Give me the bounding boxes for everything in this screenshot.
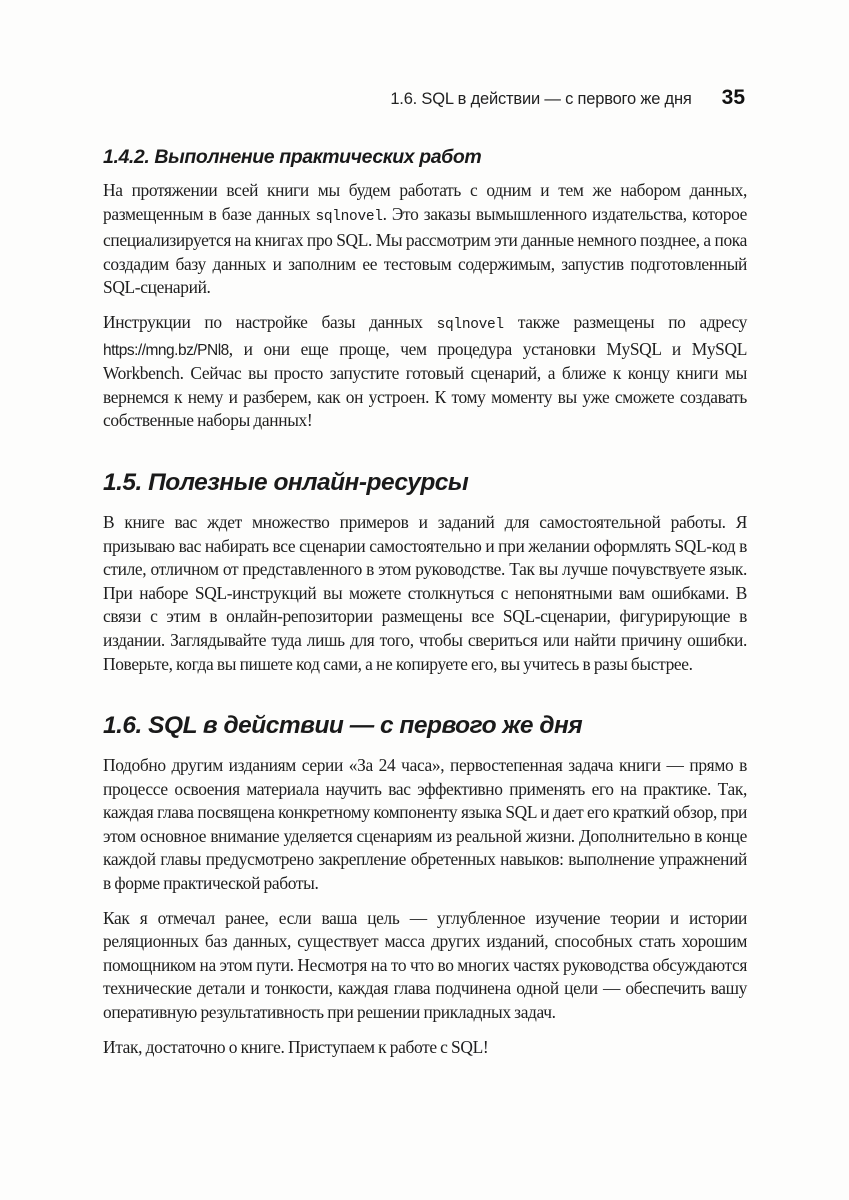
page-number: 35 (721, 86, 745, 109)
paragraph (103, 311, 747, 433)
paragraph: Как я отмечал ранее, если ваша цель — углубленное изучение теории и истории реляционных баз данных, существует масса других изданий, способных стать хорошим помощником на этом пути. Несмотря на то что во многих частях руководства обсуждаются технические детали и тонкости, каждая глава подчинена одной цели — обеспечить вашу оперативную результативность при решении прикладных задач. (103, 907, 747, 1023)
text: Инструкции по настройке базы данных (103, 311, 437, 332)
paragraph: Подобно другим изданиям серии «За 24 часа», первостепенная задача книги — прямо в процессе освоения материала научить вас эффективно применять его на практике. Так, каждая глава посвящена конкретному компоненту языка SQL и дает его краткий обзор, при этом основное внимание уделяется сценариям из реальной жизни. Дополнительно в конце каждой главы предусмотрено закрепление обретенных навыков: выполнение упражнений в форме практической работы. (103, 755, 747, 894)
url-link[interactable]: https://mng.bz/PNl8 (103, 341, 229, 359)
section-1-5 (103, 469, 747, 676)
section-heading: 1.5. Полезные онлайн-ресурсы (103, 468, 469, 496)
page-body (103, 146, 747, 1059)
section-heading: 1.6. SQL в действии — с первого же дня (103, 712, 583, 740)
running-header (100, 86, 745, 110)
section-1-4-2 (103, 146, 747, 433)
subsection-heading: 1.4.2. Выполнение практических работ (103, 146, 482, 168)
paragraph: В книге вас ждет множество примеров и заданий для самостоятельной работы. Я призываю вас набирать все сценарии самостоятельно и при желании оформлять SQL-код в стиле, отличном от представленного в этом руководстве. Так вы лучше почувствуете язык. При наборе SQL-инструкций вы можете столкнуться с непонятными вам ошибками. В связи с этим в онлайн-репозитории размещены все SQL-сценарии, фигурирующие в издании. Заглядывайте туда лишь для того, чтобы свериться или найти причину ошибки. Поверьте, когда вы пишете код сами, а не копируете его, вы учитесь в разы быстрее. (103, 511, 747, 674)
inline-code: sqlnovel (436, 316, 504, 333)
running-title: 1.6. SQL в действии — с первого же дня (390, 90, 692, 108)
text: , и они еще проще, чем процедура установки MySQL и MySQL Workbench. Сейчас вы просто запустите готовый сценарий, а ближе к концу книги мы вернемся к нему и разберем, как он устроен. К тому моменту вы уже сможете создавать собственные наборы данных! (103, 338, 747, 431)
section-1-6 (103, 712, 747, 1059)
paragraph: Итак, достаточно о книге. Приступаем к работе с SQL! (103, 1036, 489, 1057)
text: На протяжении всей книги мы будем работать с одним и тем же набором данных, размещенным в базе данных (103, 180, 747, 224)
text: . Это заказы вымышленного издательства, которое специализируется на книгах про SQL. Мы рассмотрим эти данные немного позднее, а пока создадим базу данных и заполним ее тестовым содержимым, запустив подготовленный SQL-сценарий. (103, 203, 747, 298)
text: также размещены по адресу (503, 311, 747, 332)
inline-code: sqlnovel (315, 208, 383, 225)
paragraph (103, 179, 747, 300)
